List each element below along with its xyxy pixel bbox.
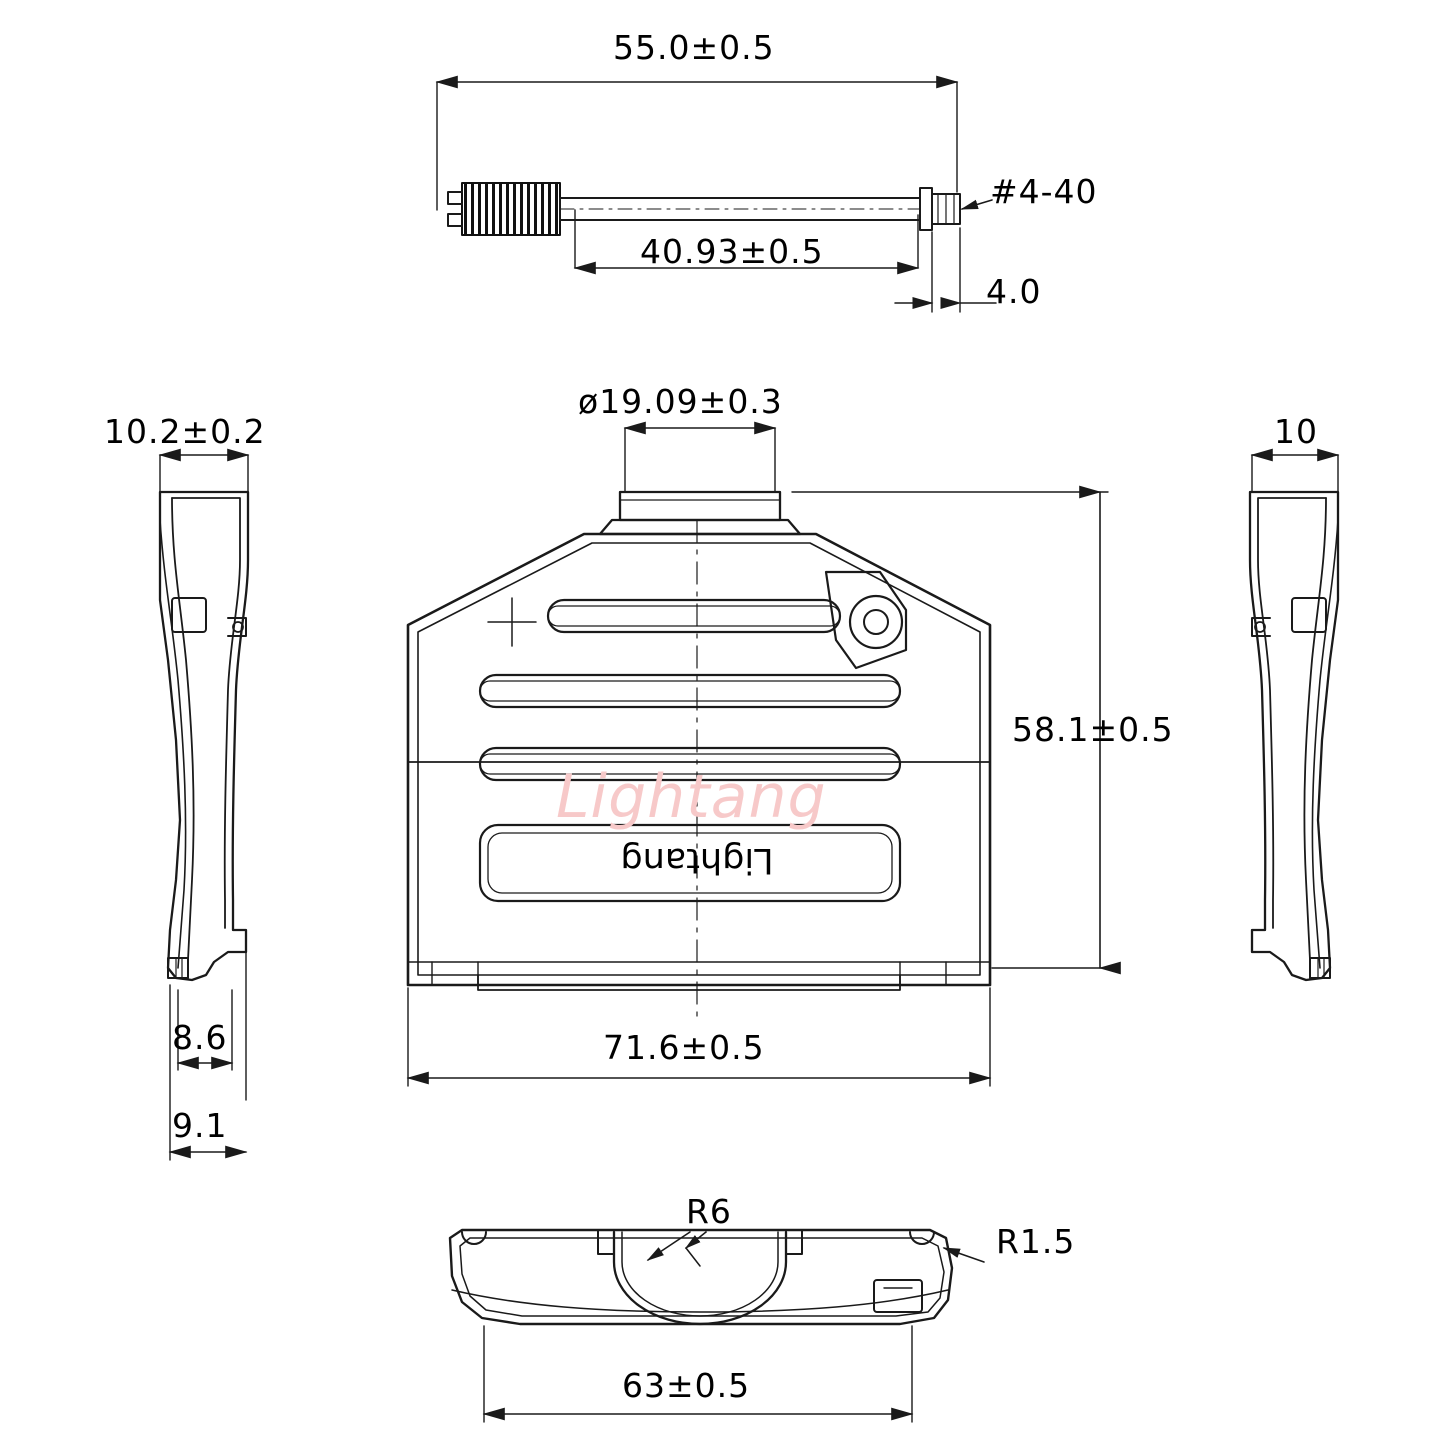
dim-top-overall-length: 55.0±0.5: [613, 28, 775, 67]
dim-screw-thread: #4-40: [990, 172, 1098, 211]
dim-cable-exit-diameter: ø19.09±0.3: [578, 382, 783, 421]
dim-front-height: 58.1±0.5: [1012, 710, 1174, 749]
dim-left-width: 10.2±0.2: [104, 412, 266, 451]
dim-left-foot-a: 8.6: [172, 1018, 228, 1057]
dim-bottom-radius-small: R1.5: [996, 1222, 1076, 1261]
dim-right-width: 10: [1274, 412, 1318, 451]
dim-bottom-radius-large: R6: [686, 1192, 732, 1231]
watermark: Lightang: [556, 762, 827, 832]
dim-left-foot-b: 9.1: [172, 1106, 228, 1145]
dim-front-width: 71.6±0.5: [603, 1028, 765, 1067]
dim-top-screw-length: 4.0: [986, 272, 1042, 311]
dim-top-inner-length: 40.93±0.5: [640, 232, 824, 271]
top-view-screw-assembly: [437, 82, 996, 312]
right-side-view: [1250, 455, 1338, 980]
front-view: [408, 428, 1108, 1086]
part-brand-engraving: Lightang: [620, 840, 774, 880]
dim-bottom-width: 63±0.5: [622, 1366, 751, 1405]
